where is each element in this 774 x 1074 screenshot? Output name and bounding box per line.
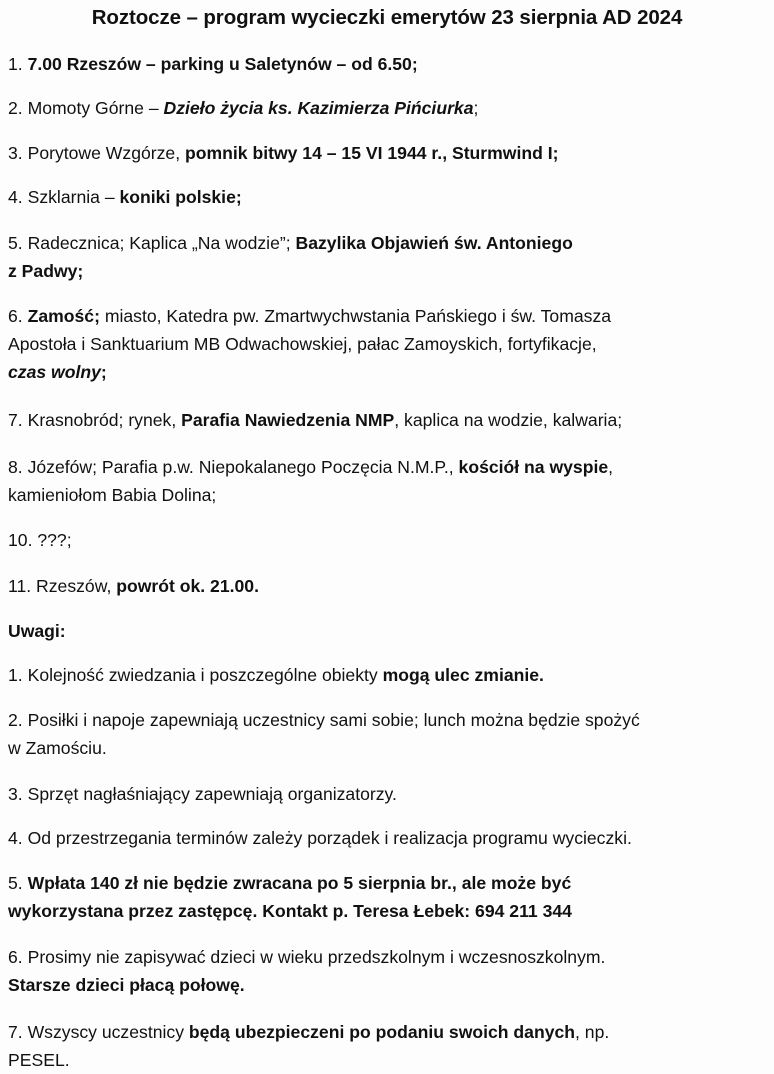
item-text: Momoty Górne – bbox=[27, 98, 164, 118]
program-item-10 bbox=[8, 526, 768, 554]
note-item-4 bbox=[8, 824, 768, 852]
note-item-2 bbox=[8, 706, 768, 762]
item-text-bold-line2: z Padwy; bbox=[8, 261, 84, 281]
program-item-7 bbox=[8, 406, 768, 434]
item-number: 2. bbox=[8, 98, 23, 118]
note-item-7 bbox=[8, 1018, 768, 1074]
note-number: 7. bbox=[8, 1022, 23, 1042]
item-number: 4. bbox=[8, 187, 23, 207]
item-number: 1. bbox=[8, 54, 23, 74]
note-text-end: , np. bbox=[575, 1022, 610, 1042]
program-item-1 bbox=[8, 50, 768, 78]
note-text-bold: będą ubezpieczeni po podaniu swoich danych bbox=[188, 1022, 576, 1042]
program-item-8 bbox=[8, 453, 768, 509]
note-text: Kolejność zwiedzania i poszczególne obiekty bbox=[27, 665, 383, 685]
note-text-line2: PESEL. bbox=[8, 1050, 70, 1070]
program-item-4 bbox=[8, 183, 768, 211]
note-item-5 bbox=[8, 869, 768, 925]
item-text-end: , bbox=[608, 457, 614, 477]
item-text: Rzeszów, bbox=[36, 576, 117, 596]
item-text-line2: kamieniołom Babia Dolina; bbox=[8, 485, 217, 505]
item-text-bold: koniki polskie; bbox=[119, 187, 242, 207]
program-item-5 bbox=[8, 229, 768, 285]
page-title: Roztocze – program wycieczki emerytów 23 sierpnia AD 2024 bbox=[91, 6, 683, 29]
item-text-end: ; bbox=[100, 362, 107, 382]
item-text: Józefów; Parafia p.w. Niepokalanego Poczęcia N.M.P., bbox=[27, 457, 459, 477]
note-number: 3. bbox=[8, 784, 23, 804]
item-text-bold: Zamość; bbox=[27, 306, 100, 326]
note-text: Wszyscy uczestnicy bbox=[27, 1022, 189, 1042]
item-text: Krasnobród; rynek, bbox=[27, 410, 182, 430]
note-text-bold-line2: Starsze dzieci płacą połowę. bbox=[8, 975, 245, 995]
program-item-2 bbox=[8, 94, 768, 122]
item-text-end: , kaplica na wodzie, kalwaria; bbox=[394, 410, 623, 430]
note-number: 1. bbox=[8, 665, 23, 685]
item-number: 11. bbox=[8, 576, 32, 596]
item-text-bold-italic: czas wolny bbox=[8, 362, 101, 382]
item-number: 5. bbox=[8, 233, 23, 253]
note-text-bold: Wpłata 140 zł nie będzie zwracana po 5 sierpnia br., ale może być bbox=[27, 873, 572, 893]
item-text-bold: pomnik bitwy 14 – 15 VI 1944 r., Sturmwind I; bbox=[185, 143, 559, 163]
item-text-bold: powrót ok. 21.00. bbox=[116, 576, 259, 596]
item-text-bold-italic: Dzieło życia ks. Kazimierza Pińciurka bbox=[163, 98, 474, 118]
note-text-line2: w Zamościu. bbox=[8, 738, 107, 758]
item-number: 3. bbox=[8, 143, 23, 163]
notes-heading: Uwagi: bbox=[8, 621, 66, 641]
program-item-6 bbox=[8, 302, 768, 386]
program-item-11 bbox=[8, 572, 768, 600]
item-text: Szklarnia – bbox=[27, 187, 120, 207]
note-text-bold-line2: wykorzystana przez zastępcę. Kontakt p. Teresa Łebek: 694 211 344 bbox=[8, 901, 572, 921]
item-text-bold: Parafia Nawiedzenia NMP bbox=[181, 410, 395, 430]
item-number: 7. bbox=[8, 410, 23, 430]
item-text-line2: Apostoła i Sanktuarium MB Odwachowskiej, pałac Zamoyskich, fortyfikacje, bbox=[8, 334, 597, 354]
item-text: Radecznica; Kaplica „Na wodzie”; bbox=[27, 233, 296, 253]
item-text: miasto, Katedra pw. Zmartwychwstania Pańskiego i św. Tomasza bbox=[99, 306, 612, 326]
note-text: Prosimy nie zapisywać dzieci w wieku przedszkolnym i wczesnoszkolnym. bbox=[27, 947, 606, 967]
note-text-bold: mogą ulec zmianie. bbox=[382, 665, 544, 685]
note-text: Posiłki i napoje zapewniają uczestnicy sami sobie; lunch można będzie spożyć bbox=[27, 710, 640, 730]
note-item-3 bbox=[8, 780, 768, 808]
item-number: 10. bbox=[8, 530, 33, 550]
note-number: 6. bbox=[8, 947, 23, 967]
note-text: Od przestrzegania terminów zależy porządek i realizacja programu wycieczki. bbox=[27, 828, 632, 848]
item-text-bold: kościół na wyspie bbox=[458, 457, 609, 477]
note-item-1 bbox=[8, 661, 768, 689]
note-text: Sprzęt nagłaśniający zapewniają organizatorzy. bbox=[27, 784, 397, 804]
program-item-3 bbox=[8, 139, 768, 167]
item-text: ???; bbox=[37, 530, 72, 550]
note-number: 5. bbox=[8, 873, 23, 893]
item-text: Porytowe Wzgórze, bbox=[27, 143, 185, 163]
note-item-6 bbox=[8, 943, 768, 999]
item-number: 6. bbox=[8, 306, 23, 326]
note-number: 4. bbox=[8, 828, 23, 848]
item-number: 8. bbox=[8, 457, 23, 477]
item-text-bold: Bazylika Objawień św. Antoniego bbox=[295, 233, 573, 253]
item-text-end: ; bbox=[473, 98, 479, 118]
note-number: 2. bbox=[8, 710, 23, 730]
item-text-bold: 7.00 Rzeszów – parking u Saletynów – od 6.50; bbox=[27, 54, 418, 74]
